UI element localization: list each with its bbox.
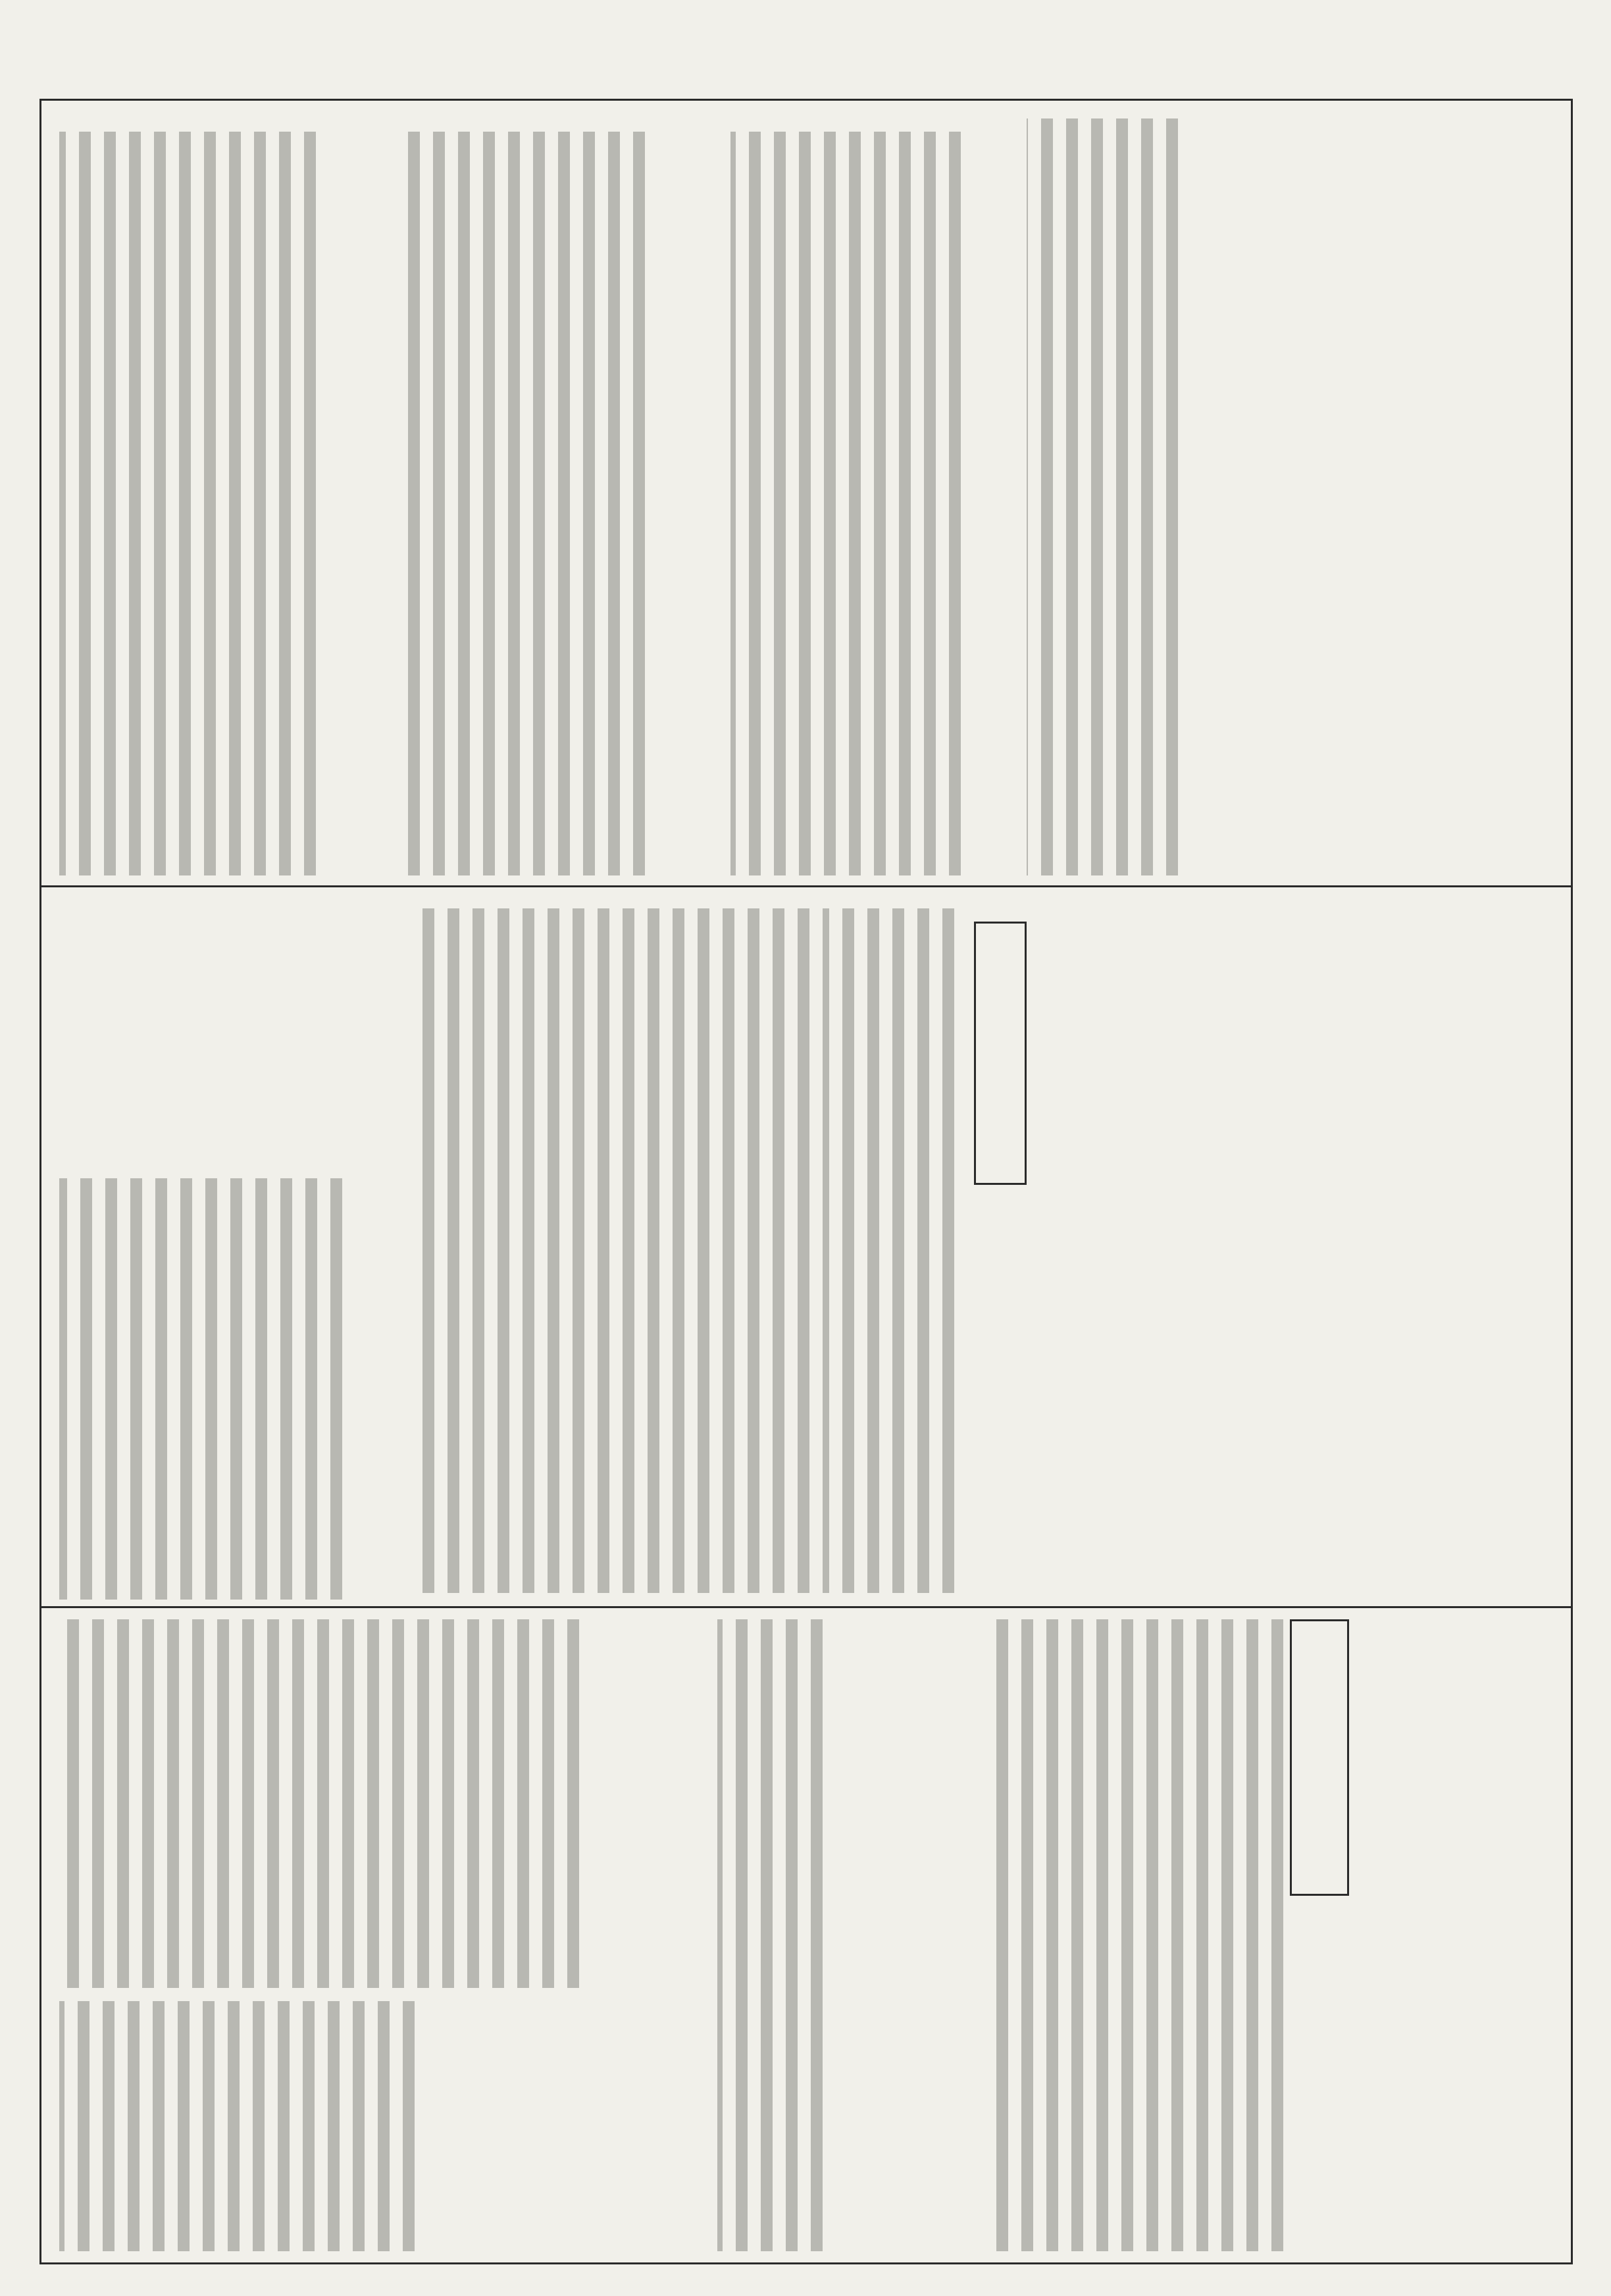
hankou-lead (59, 908, 125, 1159)
yan-body-text (717, 1619, 823, 2251)
reinforce-box (1290, 1619, 1349, 1896)
envoys-body-text (59, 132, 316, 875)
hankou-body-text (59, 1178, 342, 1600)
section-divider (39, 885, 1573, 887)
rep-body-text (59, 1619, 579, 1988)
customs-body-text (59, 2001, 415, 2251)
main-body-text (1027, 118, 1178, 875)
newplan-body-text (730, 132, 961, 875)
reinforce-body-text (987, 1619, 1283, 2251)
ceasefire-body-text (408, 132, 645, 875)
lytton-body-text (421, 908, 809, 1593)
main-lead (1185, 118, 1237, 875)
section-divider (39, 1606, 1573, 1608)
commission-body-text (823, 908, 954, 1593)
chiang-box (974, 922, 1027, 1185)
